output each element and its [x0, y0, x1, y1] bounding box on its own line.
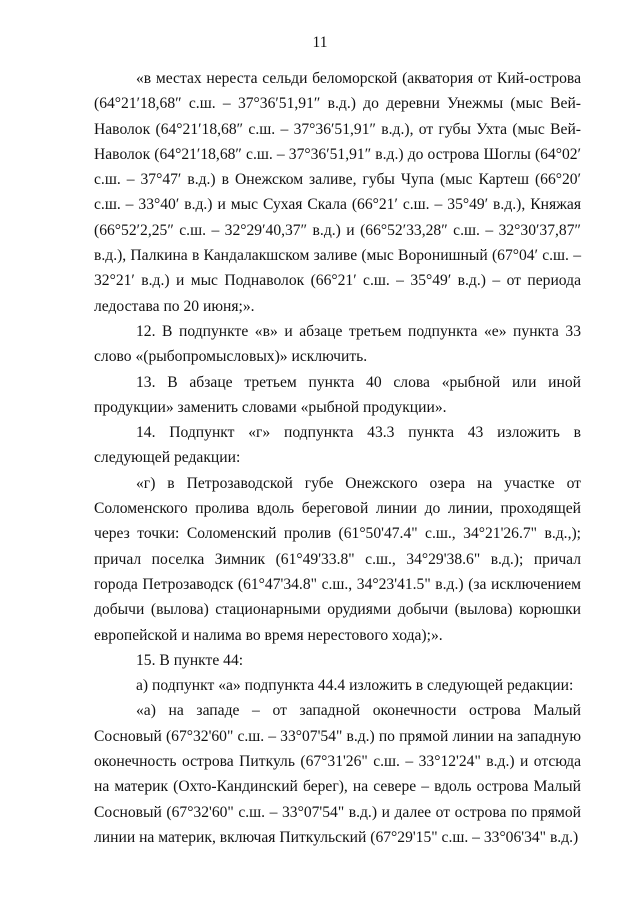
text-line: (64°21′18,68″ с.ш. – 37°36′51,91″ в.д.) до деревни Унежмы (мыс Вей-: [94, 95, 581, 113]
paragraph-item-14: [94, 420, 581, 471]
text-line: 34°21'26.7" в.д.,); причал поселка Зимник (61°49'33.8" с.ш., 34°29'38.6" в.д.);: [94, 525, 581, 568]
text-line: 14. Подпункт «г» подпункта 43.3 пункта 43 изложить в следующей: [94, 424, 581, 467]
paragraph-subitem-g: [94, 471, 581, 648]
text-line: причал города Петрозаводск (61°47'34.8" с.ш., 34°23'41.5" в.д.): [94, 550, 581, 593]
text-line: 32°30′37,87″ в.д.), Палкина в Кандалакшском заливе (мыс Воронишный: [94, 221, 581, 265]
text-line: Наволок (64°21′18,68″ с.ш. – 37°36′51,91″ в.д.) до острова Шоглы: [94, 145, 531, 163]
text-line: (за исключением добычи (вылова) стационарными орудиями добычи: [94, 575, 581, 619]
text-line: 12. В подпункте «в» и абзаце третьем подпункта «е» пункта 33 слово: [94, 322, 581, 366]
text-line: от Соломенского пролива вдоль береговой линии до линии,: [94, 474, 581, 518]
text-line: (64°02′ с.ш. – 37°47′ в.д.) в Онежском заливе, губы Чупа (мыс Картеш: [94, 145, 581, 189]
text-line: (67°32'60" с.ш. – 33°07'54" в.д.) по прямой линии на западную оконечность: [94, 727, 582, 771]
text-line: (67°04′ с.ш. – 32°21′ в.д.) и мыс Поднаволок (66°21′ с.ш. – 35°49′ в.д.) –: [94, 247, 581, 290]
text-line: (вылова) корюшки европейской и налима во время нерестового хода);».: [94, 601, 581, 644]
paragraph-spawning-areas: [94, 66, 581, 319]
text-line: от периода ледостава по 20 июня;».: [94, 272, 581, 315]
text-line: заменить словами «рыбной продукции».: [177, 398, 447, 416]
text-line: Княжая (66°52′2,25″ с.ш. – 32°29′40,37″ в.д.) и (66°52′33,28″ с.ш. –: [94, 196, 581, 239]
text-line: 13. В абзаце третьем пункта 40 слова «рыбной или иной продукции»: [94, 373, 581, 416]
text-line: (Охто-Кандинский берег), на севере – вдоль острова Малый Сосновый: [94, 778, 581, 821]
text-line: «г) в Петрозаводской губе Онежского озера на участке: [136, 474, 555, 492]
text-line: «а) на западе – от западной оконечности острова Малый Сосновый: [94, 702, 581, 745]
document-body: [94, 66, 581, 850]
text-line: «в местах нереста сельди беломорской (акватория от Кий-острова: [136, 70, 581, 87]
text-line: (66°20′ с.ш. – 33°40′ в.д.) и мыс Сухая Скала (66°21′ с.ш. – 35°49′ в.д.),: [94, 171, 581, 214]
paragraph-item-12: [94, 319, 581, 370]
text-line: острова Питкуль (67°31'26" с.ш. – 33°12'24" в.д.) и отсюда на материк: [94, 753, 581, 796]
paragraph-item-15: [94, 648, 581, 673]
text-line: а) подпункт «а» подпункта 44.4 изложить в следующей редакции:: [136, 677, 574, 695]
text-line: проходящей через точки: Соломенский пролив (61°50'47.4" с.ш.,: [94, 500, 581, 543]
text-line: на материк, включая Питкульский (67°29'15" с.ш. – 33°06'34" в.д.): [139, 828, 579, 846]
text-line: (67°32'60" с.ш. – 33°07'54" в.д.) и далее от острова по прямой линии: [94, 803, 581, 846]
text-line: Наволок (64°21′18,68″ с.ш. – 37°36′51,91″ в.д.), от губы Ухта (мыс Вей-: [94, 120, 581, 138]
text-line: редакции:: [173, 449, 241, 467]
paragraph-subitem-a-text: [94, 698, 581, 850]
text-line: «(рыбопромысловых)» исключить.: [135, 348, 368, 366]
text-line: 15. В пункте 44:: [136, 651, 244, 669]
paragraph-subitem-a: [94, 673, 581, 698]
page-number: 11: [312, 34, 328, 51]
paragraph-item-13: [94, 370, 581, 421]
